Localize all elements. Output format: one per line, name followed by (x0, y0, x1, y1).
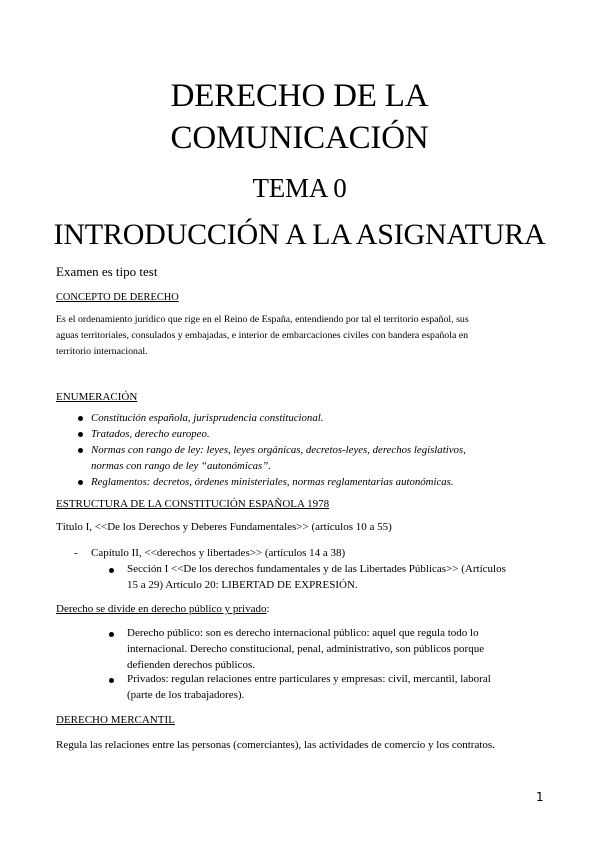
enumeracion-heading: ENUMERACIÓN (56, 391, 138, 403)
division-heading-wrap (56, 601, 270, 617)
division-colon: : (266, 603, 270, 615)
mercantil-heading: DERECHO MERCANTIL (56, 714, 175, 726)
privado-item (127, 671, 491, 703)
publico-line: defienden derechos públicos. (127, 659, 255, 671)
concepto-line: territorio internacional. (56, 346, 148, 357)
estructura-heading: ESTRUCTURA DE LA CONSTITUCIÓN ESPAÑOLA 1978 (56, 498, 330, 510)
concepto-heading: CONCEPTO DE DERECHO (56, 292, 179, 303)
seccion-line1: Sección I <<De los derechos fundamentales y de las Libertades Públicas>> (Artículos (127, 563, 506, 575)
bullet-icon (109, 678, 114, 683)
bullet-icon (78, 480, 83, 485)
titulo-line: Título I, <<De los Derechos y Deberes Fundamentales>> (artículos 10 a 55) (56, 521, 392, 533)
list-item: Normas con rango de ley: leyes, leyes orgánicas, decretos-leyes, derechos legislativos, (91, 444, 466, 456)
privado-line: (parte de los trabajadores). (127, 689, 245, 701)
dash-marker: - (74, 547, 78, 559)
subtitle-heading: INTRODUCCIÓN A LA ASIGNATURA (53, 218, 546, 251)
tema-heading: TEMA 0 (252, 173, 347, 203)
seccion-line2: 15 a 29) Artículo 20: LIBERTAD DE EXPRESIÓN. (127, 579, 358, 591)
privado-line: Privados: regulan relaciones entre particulares y empresas: civil, mercantil, laboral (127, 673, 491, 685)
exam-note: Examen es tipo test (56, 264, 158, 279)
list-item-continuation: normas con rango de ley “autonómicas”. (91, 460, 271, 472)
bullet-icon (78, 416, 83, 421)
division-heading: Derecho se divide en derecho público y privado (56, 603, 267, 615)
list-item: Tratados, derecho europeo. (91, 428, 210, 440)
publico-item (127, 625, 484, 673)
page-number: 1 (536, 790, 544, 804)
list-item: Constitución española, jurisprudencia constitucional. (91, 412, 324, 424)
concepto-paragraph (56, 312, 546, 360)
publico-line: internacional. Derecho constitucional, penal, administrativo, son públicos porque (127, 643, 485, 655)
bullet-icon (109, 568, 114, 573)
bullet-icon (78, 432, 83, 437)
document-title-line1: DERECHO DE LA (170, 78, 429, 114)
list-item: Reglamentos: decretos, órdenes ministeriales, normas reglamentarias autonómicas. (91, 476, 454, 488)
concepto-line: aguas territoriales, consulados y embajadas, e interior de embarcaciones civiles con bandera española en (56, 330, 469, 341)
concepto-line: Es el ordenamiento jurídico que rige en el Reino de España, entendiendo por tal el territorio español, sus (56, 314, 469, 325)
bullet-icon (78, 448, 83, 453)
mercantil-text: Regula las relaciones entre las personas (comerciantes), las actividades de comercio y los contratos. (56, 739, 495, 751)
publico-line: Derecho público: son es derecho internacional público: aquel que regula todo lo (127, 627, 479, 639)
capitulo-line: Capítulo II, <<derechos y libertades>> (artículos 14 a 38) (91, 547, 346, 559)
document-title-line2: COMUNICACIÓN (170, 120, 429, 156)
bullet-icon (109, 632, 114, 637)
